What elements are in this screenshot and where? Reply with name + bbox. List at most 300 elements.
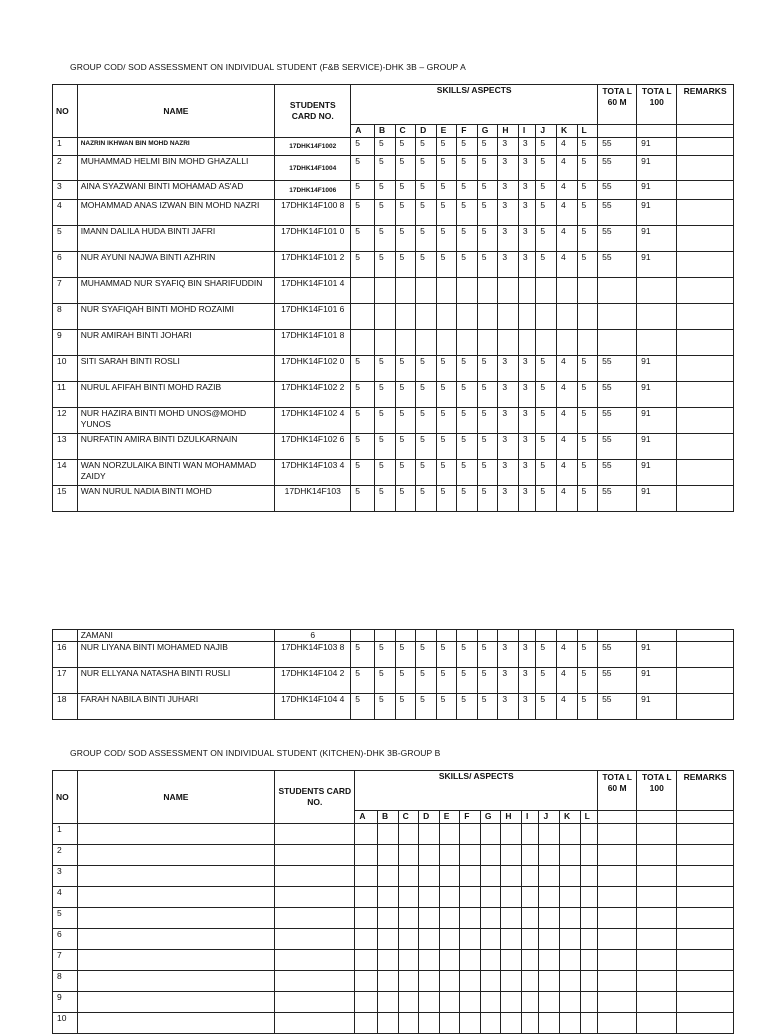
empty-cell: [637, 992, 677, 1013]
section-b-title: GROUP COD/ SOD ASSESSMENT ON INDIVIDUAL STUDENT (KITCHEN)-DHK 3B-GROUP B: [70, 748, 441, 758]
row-number: 5: [53, 908, 78, 929]
empty-cell: [77, 992, 275, 1013]
score-cell: 5: [577, 642, 598, 668]
remarks-cell: [677, 278, 734, 304]
skill-letter-h: H: [501, 811, 522, 824]
student-card-no: 17DHK14F101 0: [275, 226, 351, 252]
score-cell: 5: [351, 642, 375, 668]
skill-letter-d: D: [419, 811, 440, 824]
table-row: [53, 887, 734, 908]
student-name: NUR LIYANA BINTI MOHAMED NAJIB: [77, 642, 275, 668]
score-cell: 5: [416, 138, 437, 156]
score-cell: 3: [498, 382, 519, 408]
score-cell: 5: [351, 408, 375, 434]
empty-cell: [539, 845, 560, 866]
empty-cell: [637, 1013, 677, 1034]
score-cell: 5: [374, 226, 395, 252]
score-cell: 5: [577, 156, 598, 181]
empty-cell: [598, 866, 637, 887]
empty-cell: [439, 845, 460, 866]
table-row: [53, 971, 734, 992]
total-60-cell: 55: [598, 252, 637, 278]
empty-cell: [460, 992, 481, 1013]
score-cell: [518, 278, 535, 304]
empty-cell: [419, 887, 440, 908]
score-cell: 5: [536, 486, 557, 512]
score-cell: 5: [457, 200, 478, 226]
total-60-cell: 55: [598, 460, 637, 486]
table-row: [53, 356, 734, 382]
score-cell: 5: [374, 486, 395, 512]
score-cell: 4: [556, 434, 577, 460]
empty-cell: [580, 929, 598, 950]
empty-cell: [580, 887, 598, 908]
empty-cell: [480, 887, 501, 908]
student-card-no: 17DHK14F104 4: [275, 694, 351, 720]
empty-cell: [598, 845, 637, 866]
empty-cell: [419, 992, 440, 1013]
score-cell: 3: [498, 226, 519, 252]
score-cell: 4: [556, 200, 577, 226]
score-cell: 5: [374, 382, 395, 408]
empty-cell: [378, 971, 399, 992]
score-cell: 5: [374, 694, 395, 720]
empty-cell: [580, 845, 598, 866]
header-skills: SKILLS/ ASPECTS: [351, 85, 598, 125]
score-cell: 5: [477, 434, 498, 460]
empty-cell: [419, 845, 440, 866]
empty-cell: [460, 887, 481, 908]
empty-cell: [398, 992, 419, 1013]
score-cell: 5: [477, 200, 498, 226]
assessment-table-group-a: [52, 84, 734, 512]
empty-cell: [521, 866, 538, 887]
score-cell: 5: [477, 356, 498, 382]
score-cell: 4: [556, 382, 577, 408]
score-cell: 5: [577, 226, 598, 252]
empty-cell: [378, 1013, 399, 1034]
remarks-cell: [677, 252, 734, 278]
student-card-no: 17DHK14F102 6: [275, 434, 351, 460]
score-cell: 5: [477, 156, 498, 181]
score-cell: 5: [477, 694, 498, 720]
remarks-cell: [677, 200, 734, 226]
score-cell: 3: [518, 668, 535, 694]
header-total60: TOTA L 60 M: [598, 85, 637, 125]
empty-cell: [378, 887, 399, 908]
score-cell: 3: [518, 200, 535, 226]
score-cell: 5: [416, 226, 437, 252]
empty-cell: [677, 1013, 734, 1034]
score-cell: 4: [556, 642, 577, 668]
empty-cell: [275, 950, 355, 971]
score-cell: 3: [518, 156, 535, 181]
score-cell: 3: [498, 642, 519, 668]
empty-cell: [77, 929, 275, 950]
table-row: [53, 486, 734, 512]
header-card: STUDENTS CARD NO.: [275, 85, 351, 138]
row-number: 6: [53, 252, 78, 278]
score-cell: 5: [395, 486, 416, 512]
empty-cell: [598, 950, 637, 971]
empty-cell: [275, 992, 355, 1013]
student-card-no: 17DHK14F100 8: [275, 200, 351, 226]
remarks-cell: [677, 460, 734, 486]
score-cell: 5: [457, 138, 478, 156]
row-number: 9: [53, 992, 78, 1013]
score-cell: [518, 330, 535, 356]
empty-cell: [355, 866, 378, 887]
empty-cell: [637, 845, 677, 866]
total-100-cell: 91: [637, 200, 677, 226]
score-cell: [556, 278, 577, 304]
table-row: [53, 845, 734, 866]
remarks-cell: [677, 694, 734, 720]
score-cell: [374, 278, 395, 304]
score-cell: 5: [395, 408, 416, 434]
student-name: NUR AMIRAH BINTI JOHARI: [77, 330, 275, 356]
row-number: 4: [53, 200, 78, 226]
table-row: [53, 330, 734, 356]
table-row: [53, 694, 734, 720]
score-cell: [498, 278, 519, 304]
skill-letter-j: J: [536, 125, 557, 138]
empty-cell: [480, 971, 501, 992]
row-number: 8: [53, 304, 78, 330]
student-card-no: 17DHK14F1004: [275, 156, 351, 181]
total-60-cell: [598, 630, 637, 642]
empty-cell: [560, 1013, 581, 1034]
score-cell: [498, 330, 519, 356]
table-row: [53, 156, 734, 181]
empty-cell: [501, 971, 522, 992]
header-total60: TOTA L 60 M: [598, 771, 637, 811]
table-row: [53, 304, 734, 330]
row-number: 1: [53, 824, 78, 845]
score-cell: 5: [477, 486, 498, 512]
empty-cell: [580, 992, 598, 1013]
score-cell: [351, 630, 375, 642]
empty-cell: [480, 824, 501, 845]
skill-letter-h: H: [498, 125, 519, 138]
empty-cell: [501, 929, 522, 950]
score-cell: 3: [498, 486, 519, 512]
empty-cell: [355, 845, 378, 866]
empty-cell: [439, 992, 460, 1013]
score-cell: 5: [577, 668, 598, 694]
total-100-cell: 91: [637, 486, 677, 512]
score-cell: [351, 278, 375, 304]
score-cell: 5: [351, 382, 375, 408]
score-cell: 5: [536, 460, 557, 486]
empty-cell: [677, 824, 734, 845]
score-cell: 5: [577, 382, 598, 408]
score-cell: [577, 304, 598, 330]
total-100-cell: 91: [637, 252, 677, 278]
total-100-cell: 91: [637, 181, 677, 200]
empty-cell: [677, 971, 734, 992]
table-row: [53, 630, 734, 642]
score-cell: 5: [436, 434, 457, 460]
remarks-cell: [677, 434, 734, 460]
skill-letter-b: B: [374, 125, 395, 138]
score-cell: 5: [536, 642, 557, 668]
empty-cell: [598, 992, 637, 1013]
score-cell: 5: [436, 486, 457, 512]
score-cell: 5: [395, 356, 416, 382]
empty-cell: [501, 1013, 522, 1034]
score-cell: 5: [395, 694, 416, 720]
score-cell: 5: [536, 252, 557, 278]
total-60-cell: 55: [598, 668, 637, 694]
score-cell: 3: [498, 181, 519, 200]
row-number: 14: [53, 460, 78, 486]
header-no: NO: [53, 85, 78, 138]
skill-letter-j: J: [539, 811, 560, 824]
empty-cell: [378, 950, 399, 971]
score-cell: 5: [436, 252, 457, 278]
score-cell: 5: [477, 642, 498, 668]
score-cell: 5: [374, 156, 395, 181]
score-cell: 5: [374, 642, 395, 668]
student-card-no: 17DHK14F101 8: [275, 330, 351, 356]
total-100-cell: 91: [637, 434, 677, 460]
score-cell: 4: [556, 694, 577, 720]
total-100-cell: [637, 330, 677, 356]
score-cell: 5: [477, 181, 498, 200]
score-cell: [536, 304, 557, 330]
score-cell: [577, 630, 598, 642]
empty-cell: [521, 824, 538, 845]
score-cell: 5: [436, 460, 457, 486]
score-cell: [457, 330, 478, 356]
empty-cell: [539, 824, 560, 845]
empty-cell: [480, 866, 501, 887]
empty-cell: [439, 1013, 460, 1034]
remarks-cell: [677, 356, 734, 382]
empty-cell: [77, 845, 275, 866]
row-number: 5: [53, 226, 78, 252]
student-name: WAN NORZULAIKA BINTI WAN MOHAMMAD ZAIDY: [77, 460, 275, 486]
score-cell: 5: [477, 138, 498, 156]
empty-cell: [560, 845, 581, 866]
remarks-cell: [677, 138, 734, 156]
header-name: NAME: [77, 85, 275, 138]
header-total100: TOTA L 100: [637, 771, 677, 811]
empty-cell: [398, 1013, 419, 1034]
score-cell: 5: [416, 460, 437, 486]
score-cell: 5: [351, 668, 375, 694]
empty-cell: [501, 824, 522, 845]
score-cell: [436, 630, 457, 642]
empty-cell: [355, 824, 378, 845]
score-cell: 5: [374, 668, 395, 694]
header-name: NAME: [77, 771, 275, 824]
score-cell: 5: [536, 694, 557, 720]
empty-cell: [77, 971, 275, 992]
row-number: 10: [53, 1013, 78, 1034]
score-cell: 5: [416, 694, 437, 720]
empty-cell: [480, 908, 501, 929]
score-cell: 5: [351, 200, 375, 226]
total-100-cell: 91: [637, 382, 677, 408]
row-number: 10: [53, 356, 78, 382]
empty-cell: [355, 992, 378, 1013]
score-cell: 5: [395, 138, 416, 156]
empty-cell: [355, 908, 378, 929]
empty-cell: [378, 824, 399, 845]
empty-cell: [677, 845, 734, 866]
empty-cell: [275, 887, 355, 908]
empty-cell: [398, 971, 419, 992]
score-cell: 5: [436, 138, 457, 156]
skill-letter-f: F: [460, 811, 481, 824]
score-cell: 3: [518, 181, 535, 200]
empty-cell: [501, 908, 522, 929]
table-row: [53, 382, 734, 408]
row-number: 7: [53, 278, 78, 304]
empty-cell: [580, 908, 598, 929]
score-cell: 4: [556, 138, 577, 156]
score-cell: [556, 630, 577, 642]
row-number: 6: [53, 929, 78, 950]
score-cell: [556, 330, 577, 356]
remarks-cell: [677, 642, 734, 668]
total-60-cell: 55: [598, 382, 637, 408]
score-cell: [395, 630, 416, 642]
empty-cell: [501, 845, 522, 866]
score-cell: 5: [436, 200, 457, 226]
row-number: [53, 630, 78, 642]
empty-cell: [637, 929, 677, 950]
empty-cell: [77, 887, 275, 908]
empty-cell: [480, 845, 501, 866]
score-cell: 5: [351, 356, 375, 382]
score-cell: 5: [436, 156, 457, 181]
score-cell: 5: [577, 460, 598, 486]
student-name: MOHAMMAD ANAS IZWAN BIN MOHD NAZRI: [77, 200, 275, 226]
row-number: 17: [53, 668, 78, 694]
empty-cell: [460, 929, 481, 950]
score-cell: 5: [577, 694, 598, 720]
student-card-no: 17DHK14F101 4: [275, 278, 351, 304]
empty-cell: [501, 866, 522, 887]
total-100-cell: 91: [637, 460, 677, 486]
student-name: SITI SARAH BINTI ROSLI: [77, 356, 275, 382]
score-cell: [477, 304, 498, 330]
score-cell: 5: [395, 181, 416, 200]
empty-cell: [521, 971, 538, 992]
empty-cell: [275, 971, 355, 992]
score-cell: 3: [518, 434, 535, 460]
empty-cell: [355, 887, 378, 908]
score-cell: [416, 304, 437, 330]
total-60-cell: 55: [598, 226, 637, 252]
student-card-no: 17DHK14F102 2: [275, 382, 351, 408]
student-name: NUR ELLYANA NATASHA BINTI RUSLI: [77, 668, 275, 694]
total-100-cell: [637, 630, 677, 642]
empty-cell: [677, 908, 734, 929]
score-cell: 5: [436, 408, 457, 434]
skill-letter-l: L: [580, 811, 598, 824]
skill-letter-l: L: [577, 125, 598, 138]
empty-cell: [77, 1013, 275, 1034]
score-cell: 5: [395, 668, 416, 694]
score-cell: [457, 278, 478, 304]
score-cell: 5: [536, 356, 557, 382]
score-cell: 5: [436, 694, 457, 720]
score-cell: 5: [416, 252, 437, 278]
score-cell: [457, 304, 478, 330]
student-card-no: 17DHK14F1002: [275, 138, 351, 156]
empty-cell: [460, 971, 481, 992]
empty-cell: [521, 908, 538, 929]
student-card-no: 17DHK14F101 2: [275, 252, 351, 278]
empty-cell: [77, 908, 275, 929]
total-100-cell: [637, 304, 677, 330]
remarks-cell: [677, 486, 734, 512]
score-cell: 5: [395, 434, 416, 460]
student-card-no: 17DHK14F104 2: [275, 668, 351, 694]
score-cell: 5: [536, 200, 557, 226]
score-cell: 3: [498, 668, 519, 694]
row-number: 15: [53, 486, 78, 512]
empty-cell: [598, 929, 637, 950]
empty-cell: [637, 866, 677, 887]
score-cell: 5: [536, 226, 557, 252]
empty-cell: [398, 908, 419, 929]
total-60-cell: [598, 278, 637, 304]
total-60-cell: 55: [598, 434, 637, 460]
score-cell: 5: [477, 408, 498, 434]
score-cell: 5: [416, 642, 437, 668]
empty-cell: [480, 992, 501, 1013]
score-cell: 5: [457, 181, 478, 200]
empty-cell: [521, 950, 538, 971]
skill-letter-k: K: [560, 811, 581, 824]
score-cell: 3: [518, 382, 535, 408]
empty-cell: [539, 971, 560, 992]
empty-cell: [439, 887, 460, 908]
empty-cell: [275, 824, 355, 845]
empty-cell: [560, 971, 581, 992]
score-cell: 5: [395, 200, 416, 226]
score-cell: 5: [477, 252, 498, 278]
score-cell: 5: [457, 642, 478, 668]
skill-letter-e: E: [439, 811, 460, 824]
score-cell: 5: [416, 181, 437, 200]
score-cell: [556, 304, 577, 330]
empty-cell: [539, 1013, 560, 1034]
table-row: [53, 908, 734, 929]
header-total100: TOTA L 100: [637, 85, 677, 125]
score-cell: 3: [518, 694, 535, 720]
score-cell: 5: [351, 486, 375, 512]
total-60-cell: 55: [598, 642, 637, 668]
table-row: [53, 226, 734, 252]
empty-cell: [539, 908, 560, 929]
empty-cell: [378, 992, 399, 1013]
score-cell: 5: [457, 668, 478, 694]
skill-letter-f: F: [457, 125, 478, 138]
score-cell: 4: [556, 460, 577, 486]
score-cell: 5: [436, 181, 457, 200]
total-100-cell: 91: [637, 156, 677, 181]
skill-letter-b: B: [378, 811, 399, 824]
score-cell: 3: [498, 408, 519, 434]
score-cell: 5: [457, 156, 478, 181]
skill-letter-c: C: [398, 811, 419, 824]
